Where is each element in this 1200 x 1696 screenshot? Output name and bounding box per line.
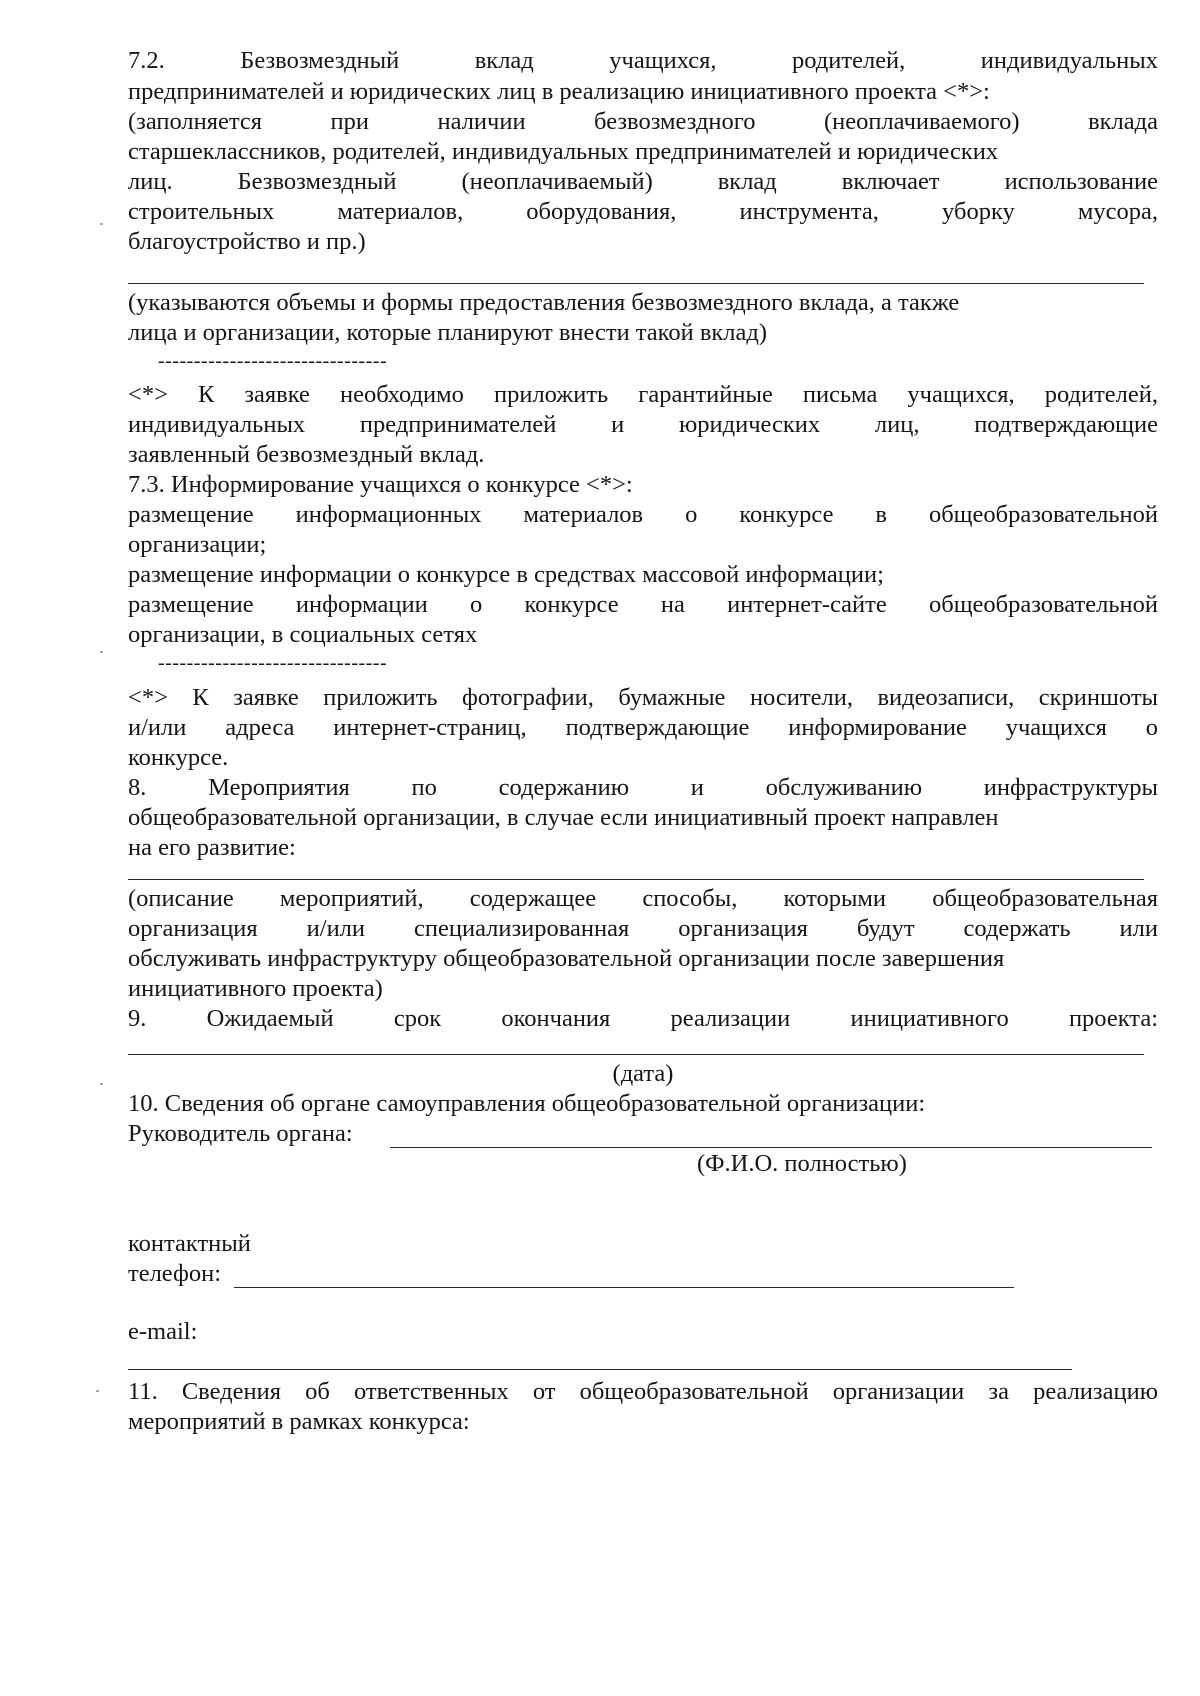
contact-label-line-1: контактный	[128, 1230, 251, 1257]
sec72-line-7: благоустройство и пр.)	[128, 228, 366, 255]
sec8-hint-2: организация и/или специализированная организация будут содержать или	[128, 915, 1158, 942]
sec10-heading: 10. Сведения об органе самоуправления общеобразовательной организации:	[128, 1090, 926, 1117]
contribution-blank-line	[128, 283, 1144, 284]
email-field[interactable]	[128, 1369, 1072, 1370]
sec72-line-1: 7.2. Безвозмездный вклад учащихся, родителей, индивидуальных	[128, 47, 1158, 74]
note1-line-3: заявленный безвозмездный вклад.	[128, 441, 485, 468]
sec72-line-3: (заполняется при наличии безвозмездного (неоплачиваемого) вклада	[128, 108, 1158, 135]
scan-speck	[100, 651, 103, 653]
date-blank-line	[128, 1054, 1144, 1055]
sec73-line-4: размещение информации о конкурсе на интернет-сайте общеобразовательной	[128, 591, 1158, 618]
scan-speck	[96, 1390, 99, 1392]
infrastructure-blank-line	[128, 879, 1144, 880]
sec8-line-3: на его развитие:	[128, 834, 296, 861]
sec73-line-3: размещение информации о конкурсе в средствах массовой информации;	[128, 561, 884, 588]
note2-line-2: и/или адреса интернет-страниц, подтверждающие информирование учащихся о	[128, 714, 1158, 741]
sec8-hint-3: обслуживать инфраструктуру общеобразовательной организации после завершения	[128, 945, 1005, 972]
sec72-hint-2: лица и организации, которые планируют внести такой вклад)	[128, 319, 768, 346]
date-hint: (дата)	[612, 1060, 674, 1087]
sec8-hint-1: (описание мероприятий, содержащее способы, которыми общеобразовательная	[128, 885, 1158, 912]
sec73-line-1: размещение информационных материалов о конкурсе в общеобразовательной	[128, 501, 1158, 528]
phone-field[interactable]	[234, 1287, 1014, 1288]
note2-line-3: конкурсе.	[128, 744, 229, 771]
scan-speck	[100, 1083, 103, 1085]
note1-line-2: индивидуальных предпринимателей и юридических лиц, подтверждающие	[128, 411, 1158, 438]
sec72-line-2: предпринимателей и юридических лиц в реализацию инициативного проекта <*>:	[128, 78, 990, 105]
note2-line-1: <*> К заявке приложить фотографии, бумажные носители, видеозаписи, скриншоты	[128, 684, 1158, 711]
sec8-hint-4: инициативного проекта)	[128, 975, 383, 1002]
sec73-line-2: организации;	[128, 531, 267, 558]
head-of-body-field[interactable]	[390, 1147, 1152, 1148]
sec11-line-2: мероприятий в рамках конкурса:	[128, 1408, 470, 1435]
phone-label: телефон:	[128, 1260, 222, 1287]
sec72-hint-1: (указываются объемы и формы предоставления безвозмездного вклада, а также	[128, 289, 960, 316]
sec72-line-6: строительных материалов, оборудования, инструмента, уборку мусора,	[128, 198, 1158, 225]
sec8-line-1: 8. Мероприятия по содержанию и обслуживанию инфраструктуры	[128, 774, 1158, 801]
sec8-line-2: общеобразовательной организации, в случае если инициативный проект направлен	[128, 804, 999, 831]
sec72-line-5: лиц. Безвозмездный (неоплачиваемый) вклад включает использование	[128, 168, 1158, 195]
footnote-separator-1: --------------------------------	[158, 350, 388, 372]
sec9-line-1: 9. Ожидаемый срок окончания реализации инициативного проекта:	[128, 1005, 1158, 1032]
fio-hint: (Ф.И.О. полностью)	[697, 1150, 907, 1177]
sec11-line-1: 11. Сведения об ответственных от общеобразовательной организации за реализацию	[128, 1378, 1158, 1405]
sec73-line-5: организации, в социальных сетях	[128, 621, 478, 648]
sec73-heading: 7.3. Информирование учащихся о конкурсе <*>:	[128, 471, 633, 498]
scan-speck	[100, 223, 103, 225]
note1-line-1: <*> К заявке необходимо приложить гарантийные письма учащихся, родителей,	[128, 381, 1158, 408]
head-of-body-label: Руководитель органа:	[128, 1120, 353, 1147]
email-label: e-mail:	[128, 1318, 198, 1345]
sec72-line-4: старшеклассников, родителей, индивидуальных предпринимателей и юридических	[128, 138, 999, 165]
footnote-separator-2: --------------------------------	[158, 652, 388, 674]
